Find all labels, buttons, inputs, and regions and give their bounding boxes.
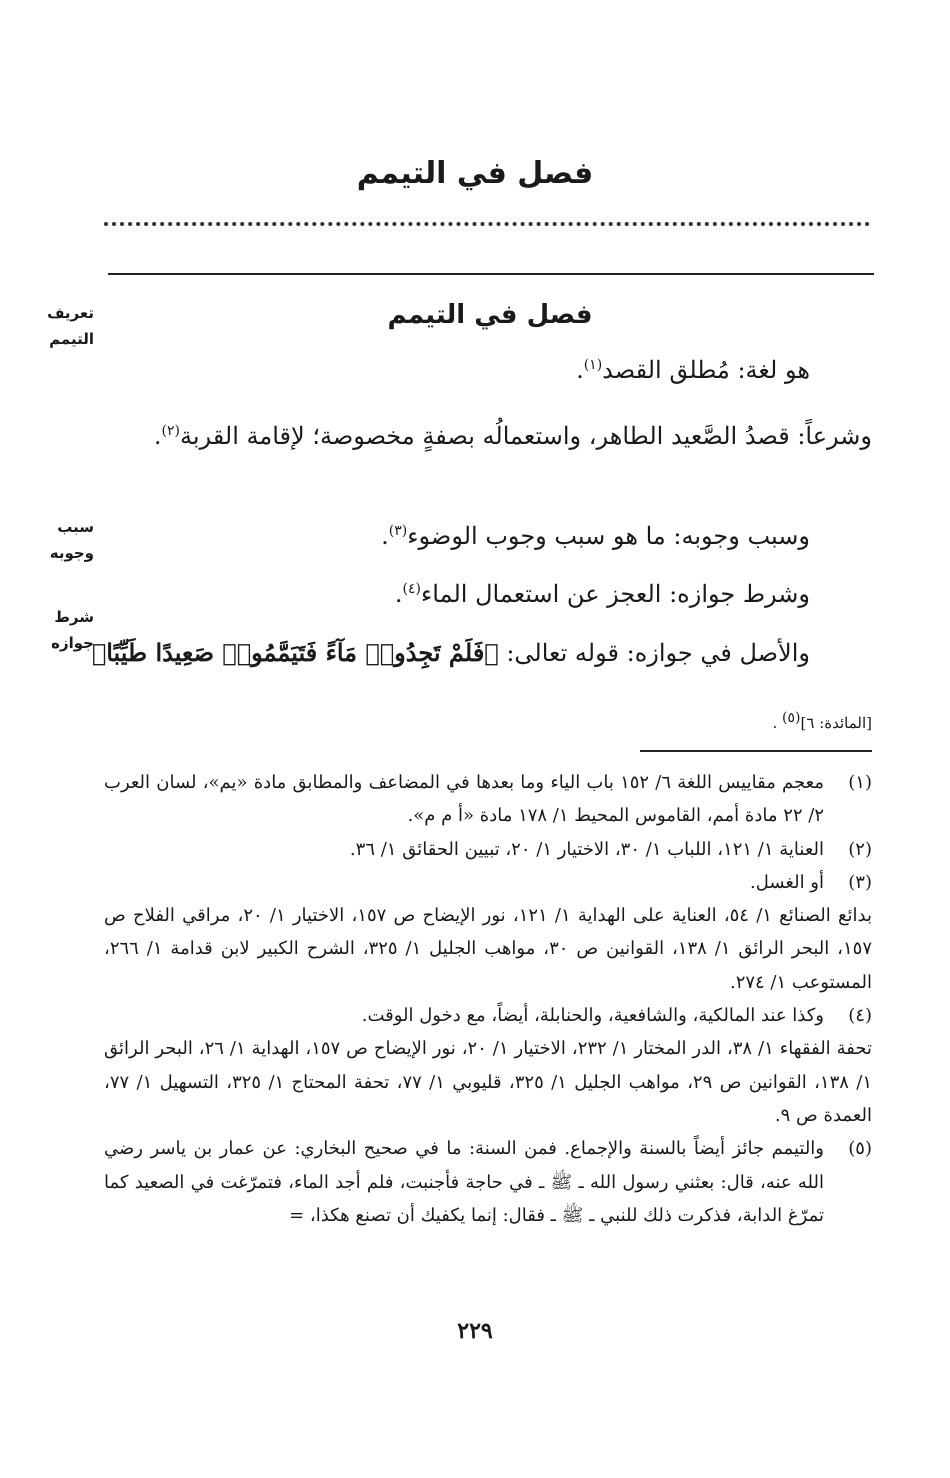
section-title: فصل في التيمم xyxy=(387,300,593,330)
section-divider xyxy=(108,273,874,275)
footnote-ref: (٥) xyxy=(782,710,801,726)
margin-note-definition: تعريف التيمم xyxy=(47,304,94,348)
footnote-continuation: بدائع الصنائع ١/ ٥٤، العناية على الهداية ١/ ١٢١، نور الإيضاح ص ١٥٧، الاختيار ١/ ٢٠، مراقي الفلاح ص ١٥٧، البحر الرائق ١/ ١٣٨، القوانين ص ٣٠، مواهب الجليل ١/ ٣٢٥، الشرح الكبير لابن قدامة ١/ ٢٦٦، المستوعب ١/ ٢٧٤. xyxy=(104,905,872,993)
body-line-origin xyxy=(92,638,810,667)
quran-verse: ﴿فَلَمْ تَجِدُوا۟ مَآءً فَتَيَمَّمُوا۟ صَعِيدًا طَيِّبًا﴾ xyxy=(91,638,499,667)
footnote-ref: (٤) xyxy=(402,581,421,597)
body-text: هو لغة: مُطلق القصد xyxy=(602,356,810,384)
footnote-ref: (٣) xyxy=(388,523,408,539)
footnote-text: أو الغسل. xyxy=(750,871,824,893)
margin-note-cause: سبب وجوبه xyxy=(49,518,94,562)
body-text: وشرعاً: قصدُ الصَّعيد الطاهر، واستعمالُه بصفةٍ مخصوصة؛ لإقامة القربة xyxy=(179,422,872,450)
footnote-text: والتيمم جائز أيضاً بالسنة والإجماع. فمن السنة: ما في صحيح البخاري: عن عمار بن ياسر رضي الله عنه، قال: بعثني رسول الله ـ ﷺ ـ في حاجة فأجنبت، فلم أجد الماء، فتمرّغت في الصعيد كما تمرّغ الدابة، فذكرت ذلك للنبي ـ ﷺ ـ فقال: إنما يكفيك أن تصنع هكذا، = xyxy=(104,1138,824,1226)
body-line-legal: وشرعاً: قصدُ الصَّعيد الطاهر، واستعمالُه بصفةٍ مخصوصة؛ لإقامة القربة$^{(٢)}$. xyxy=(153,422,872,450)
footnote-number: (٥) xyxy=(848,1138,872,1160)
body-line-lexical: هو لغة: مُطلق القصد$^{(١)}$. xyxy=(576,356,810,384)
footnote-item xyxy=(104,1132,872,1232)
footnote-ref: (٢) xyxy=(161,423,180,439)
body-text: والأصل في جوازه: قوله تعالى: xyxy=(498,639,810,667)
dotted-divider xyxy=(104,222,870,226)
footnote-item xyxy=(104,866,872,899)
footnote-text: معجم مقاييس اللغة ٦/ ١٥٢ باب الياء وما بعدها في المضاعف والمطابق مادة «يم»، لسان العرب ٢/ ٢٢ مادة أمم، القاموس المحيط ١/ ١٧٨ مادة «أ م م». xyxy=(104,772,824,827)
body-line-cause: وسبب وجوبه: ما هو سبب وجوب الوضوء$^{(٣)}$. xyxy=(381,522,810,550)
chapter-title: فصل في التيمم xyxy=(356,156,594,191)
footnote-ref: (١) xyxy=(583,357,603,373)
footnote-text: العناية ١/ ١٢١، اللباب ١/ ٣٠، الاختيار ١/ ٢٠، تبيين الحقائق ١/ ٣٦. xyxy=(349,838,824,860)
footnote-text: وكذا عند المالكية، والشافعية، والحنابلة، أيضاً، مع دخول الوقت. xyxy=(361,1005,824,1027)
footnotes xyxy=(104,766,872,1232)
footnote-item xyxy=(104,999,872,1032)
footnote-number: (١) xyxy=(848,772,872,793)
margin-note-condition: شرط جوازه xyxy=(51,608,94,652)
body-text: وشرط جوازه: العجز عن استعمال الماء xyxy=(421,580,810,608)
footnote-continuation: تحفة الفقهاء ١/ ٣٨، الدر المختار ١/ ٢٣٢، الاختيار ١/ ٢٠، نور الإيضاح ص ١٥٧، الهداية ١/ ٢٦، البحر الرائق ١/ ١٣٨، القوانين ص ٢٩، مواهب الجليل ١/ ٣٢٥، قليوبي ١/ ٧٧، تحفة المحتاج ١/ ٣٢٥، التسهيل ١/ ٧٧، العمدة ص ٩. xyxy=(104,1038,873,1126)
body-text: وسبب وجوبه: ما هو سبب وجوب الوضوء xyxy=(407,522,810,550)
footnote-item xyxy=(104,833,872,866)
footnote-item xyxy=(104,766,872,833)
footnote-divider xyxy=(640,750,872,752)
footnote-number: (٤) xyxy=(848,1005,872,1027)
footnote-number: (٣) xyxy=(848,871,872,893)
verse-source: [المائدة: ٦]$^{(٥)}$ . xyxy=(772,710,872,732)
page-number: ٢٢٩ xyxy=(457,1318,493,1344)
footnote-number: (٢) xyxy=(848,838,872,860)
verse-source-text: [المائدة: ٦] xyxy=(800,714,872,732)
body-line-condition: وشرط جوازه: العجز عن استعمال الماء$^{(٤)}$. xyxy=(394,580,810,608)
